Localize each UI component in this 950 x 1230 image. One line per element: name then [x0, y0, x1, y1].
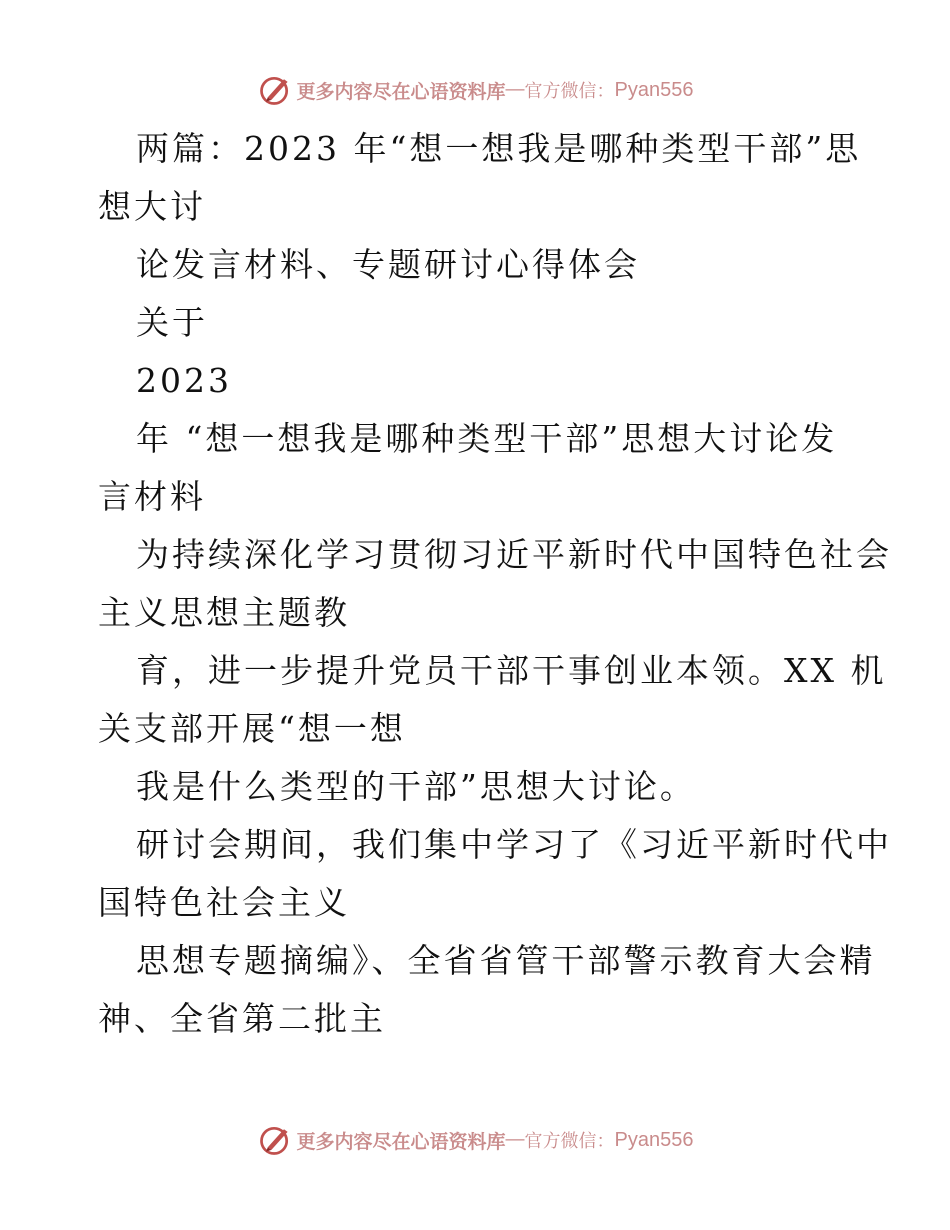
text-line: 育，进一步提升党员干部干事创业本领。XX 机	[136, 651, 887, 690]
text-line: 我是什么类型的干部”思想大讨论。	[136, 767, 696, 806]
watermark-wechat-label: 官方微信：	[524, 1131, 615, 1152]
watermark-site-text: 更多内容尽在心语资料库	[296, 1130, 506, 1153]
text-line: 主义思想主题教	[98, 593, 350, 632]
watermark-site-text: 更多内容尽在心语资料库	[296, 80, 506, 103]
text-line: 思想专题摘编》、全省省管干部警示教育大会精	[136, 941, 876, 980]
text-line: 想大讨	[98, 187, 206, 226]
pen-logo-icon	[257, 72, 293, 108]
document-body	[98, 120, 892, 1048]
watermark-wechat-id: Pyan556	[614, 78, 694, 101]
footer-watermark	[0, 1120, 950, 1160]
watermark-dash: —	[505, 79, 525, 100]
watermark-wechat-id: Pyan556	[614, 1128, 694, 1151]
text-line: 关于	[136, 303, 208, 342]
text-line: 两篇：2023 年“想一想我是哪种类型干部”思	[136, 129, 862, 168]
text-line: 为持续深化学习贯彻习近平新时代中国特色社会	[136, 535, 892, 574]
watermark-dash: —	[505, 1129, 525, 1150]
text-line: 年 “想一想我是哪种类型干部”思想大讨论发	[136, 419, 838, 458]
text-line: 言材料	[98, 477, 206, 516]
pen-logo-icon	[257, 1122, 293, 1158]
text-line: 2023	[136, 361, 232, 400]
watermark-wechat-label: 官方微信：	[524, 81, 615, 102]
text-line: 国特色社会主义	[98, 883, 350, 922]
header-watermark	[0, 70, 950, 110]
text-line: 神、全省第二批主	[98, 999, 386, 1038]
text-line: 论发言材料、专题研讨心得体会	[136, 245, 640, 284]
text-line: 关支部开展“想一想	[98, 709, 406, 748]
text-line: 研讨会期间，我们集中学习了《习近平新时代中	[136, 825, 892, 864]
